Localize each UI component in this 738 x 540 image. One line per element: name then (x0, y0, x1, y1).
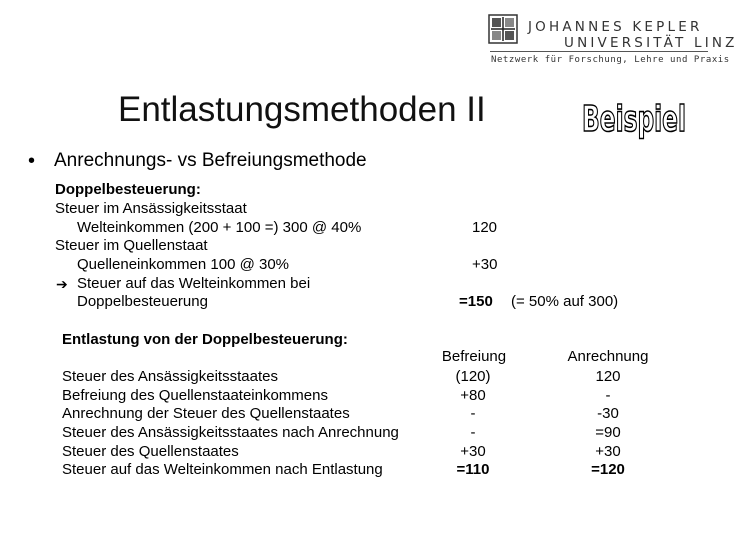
section1-line: Welteinkommen (200 + 100 =) 300 @ 40% (77, 219, 362, 236)
table-cell-anrechnung: +30 (595, 443, 621, 460)
section1-line: Doppelbesteuerung (77, 293, 208, 310)
logo-divider (490, 51, 708, 52)
university-tagline: Netzwerk für Forschung, Lehre und Praxis (491, 55, 730, 65)
table-cell-befreiung: - (470, 405, 476, 422)
table-cell-befreiung: (120) (455, 368, 491, 385)
section1-value: 120 (472, 219, 498, 236)
table-row-label: Steuer des Ansässigkeitsstaates (62, 368, 278, 385)
table-row-label: Steuer des Ansässigkeitsstaates nach Anrechnung (62, 424, 399, 441)
university-name-line1: JOHANNES KEPLER (528, 19, 703, 35)
table-row-label: Befreiung des Quellenstaateinkommens (62, 387, 328, 404)
table-cell-anrechnung: - (605, 387, 611, 404)
bullet-marker: • (28, 150, 36, 172)
section1-line: Steuer auf das Welteinkommen bei (77, 275, 311, 292)
university-name-line2: UNIVERSITÄT LINZ (564, 35, 738, 51)
arrow-right-icon: ➔ (56, 276, 68, 292)
section1-note: (= 50% auf 300) (511, 293, 619, 310)
table-cell-befreiung-total: =110 (456, 461, 490, 478)
table-row-label: Steuer auf das Welteinkommen nach Entlastung (62, 461, 383, 478)
section1-line: Steuer im Ansässigkeitsstaat (55, 200, 247, 217)
section2-heading: Entlastung von der Doppelbesteuerung: (62, 331, 348, 348)
university-crest-icon (488, 14, 518, 44)
section1-heading: Doppelbesteuerung: (55, 181, 201, 198)
table-cell-anrechnung: =90 (595, 424, 621, 441)
column-header-anrechnung: Anrechnung (567, 348, 649, 365)
beispiel-stamp-text: Beispiel (582, 99, 686, 140)
section1-value: +30 (472, 256, 498, 273)
beispiel-stamp (578, 93, 690, 141)
section1-total: =150 (459, 293, 493, 310)
table-cell-anrechnung: 120 (595, 368, 621, 385)
bullet-text: Anrechnungs- vs Befreiungsmethode (54, 150, 367, 171)
table-cell-befreiung: +30 (460, 443, 486, 460)
table-cell-befreiung: +80 (460, 387, 486, 404)
university-name (528, 19, 738, 51)
slide-title: Entlastungsmethoden II (118, 90, 486, 129)
column-header-befreiung: Befreiung (441, 348, 507, 365)
section1-line: Quelleneinkommen 100 @ 30% (77, 256, 290, 273)
table-row-label: Anrechnung der Steuer des Quellenstaates (62, 405, 350, 422)
section1-line: Steuer im Quellenstaat (55, 237, 208, 254)
table-cell-anrechnung: -30 (597, 405, 619, 422)
table-cell-befreiung: - (470, 424, 476, 441)
table-row-label: Steuer des Quellenstaates (62, 443, 239, 460)
table-cell-anrechnung-total: =120 (591, 461, 625, 478)
